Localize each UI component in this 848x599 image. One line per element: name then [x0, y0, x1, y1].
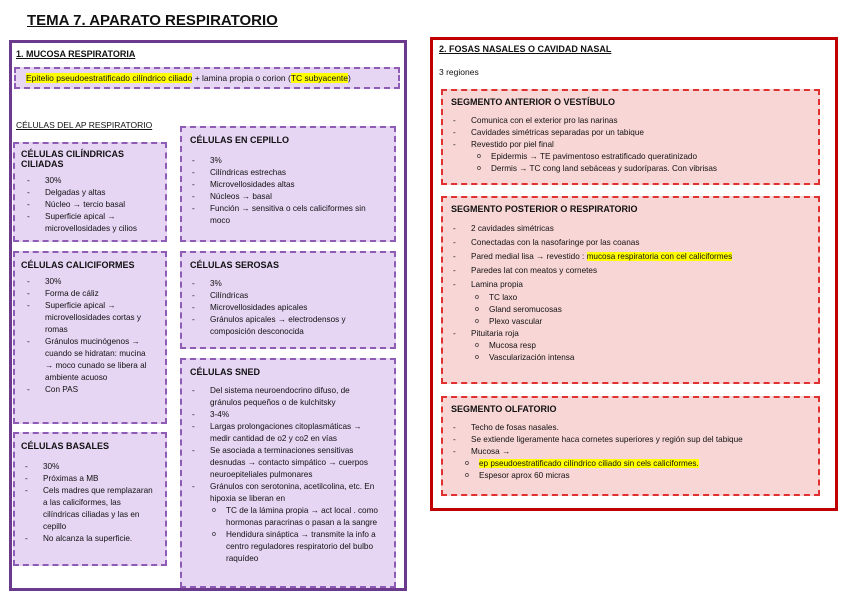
ciliadas-box — [13, 142, 167, 242]
list-item: - Cilíndricas estrechas — [210, 167, 394, 179]
caliciformes-box — [13, 251, 167, 424]
list-item: - Superficie apical → — [45, 211, 165, 223]
list-item: cuando se hidratan: mucina — [45, 349, 146, 358]
list-item: microvellosidades cortas y — [45, 313, 142, 322]
definition-lamina: + lamina propia o corion ( — [192, 73, 291, 83]
list-item: o Hendidura sináptica → transmite la info a — [226, 529, 394, 541]
list-item: composición desconocida — [210, 327, 304, 336]
posterior-box — [441, 196, 820, 384]
list-item: centro reguladores respiratorio del bulbo — [226, 542, 374, 551]
list-item: - Largas prolongaciones citoplasmáticas → — [210, 421, 394, 433]
list-item: - Microvellosidades apicales — [210, 302, 394, 314]
olfatorio-box — [441, 396, 820, 496]
list-item: - Comunica con el exterior pro las narinas — [471, 115, 818, 127]
list-item: - Se extiende ligeramente haca cornetes superiores y región sup del tabique — [471, 434, 818, 446]
list-item — [471, 250, 818, 264]
list-item: - Cilíndricas — [210, 290, 394, 302]
list-item: - No alcanza la superficie. — [43, 533, 165, 545]
list-item: - Con PAS — [45, 384, 165, 396]
list-item: o Gland seromucosas — [489, 304, 818, 316]
page-title: TEMA 7. APARATO RESPIRATORIO — [27, 12, 278, 29]
list-item: - Cavidades simétricas separadas por un tabique — [471, 127, 818, 139]
list-item: - Techo de fosas nasales. — [471, 422, 818, 434]
serosas-box — [180, 251, 396, 349]
list-item: raquídeo — [226, 554, 259, 563]
serosas-title: CÉLULAS SEROSAS — [190, 260, 280, 270]
section-title-mucosa: 1. MUCOSA RESPIRATORIA — [16, 49, 136, 59]
list-item: - Delgadas y altas — [45, 187, 165, 199]
list-item: - Cels madres que remplazaran — [43, 485, 165, 497]
list-item: - Revestido por piel final — [471, 139, 818, 151]
list-item: o Espesor aprox 60 micras — [479, 470, 818, 482]
list-item: - Núcleo → tercio basal — [45, 199, 165, 211]
list-item: o TC de la lámina propia → act local . como — [226, 505, 394, 517]
list-item: → moco cunado se libera al — [45, 361, 147, 370]
definition-close: ) — [348, 73, 351, 83]
list-item: o TC laxo — [489, 292, 818, 304]
list-item: cepillo — [43, 522, 67, 531]
list-item: - 30% — [45, 175, 165, 187]
list-item: - Núcleos → basal — [210, 191, 394, 203]
list-item: o Dermis → TC cong land sebáceas y sudoríparas. Con vibrisas — [491, 163, 818, 175]
list-item: - Paredes lat con meatos y cornetes — [471, 264, 818, 278]
ciliadas-title: CÉLULAS CILÍNDRICAS CILIADAS — [21, 149, 124, 169]
list-item: - 30% — [43, 461, 165, 473]
list-item: - 3-4% — [210, 409, 394, 421]
list-item: - 3% — [210, 155, 394, 167]
list-item: - Gránulos mucinógenos → — [45, 336, 165, 348]
list-item: - Conectadas con la nasofaringe por las coanas — [471, 236, 818, 250]
sned-title: CÉLULAS SNED — [190, 367, 261, 377]
mucosa-definition — [14, 67, 400, 89]
list-item: microvellosidades y cilios — [45, 224, 137, 233]
list-item: o Epidermis → TE pavimentoso estratificado queratinizado — [491, 151, 818, 163]
pared-highlight: mucosa respiratoria con cel caliciformes — [586, 252, 733, 261]
regiones-subtitle: 3 regiones — [439, 67, 479, 77]
list-item: - 2 cavidades simétricas — [471, 222, 818, 236]
cells-heading: CÉLULAS DEL AP RESPIRATORIO — [16, 120, 153, 130]
list-item: - Gránulos con serotonina, acetilcolina, etc. En — [210, 481, 394, 493]
list-item: moco — [210, 216, 231, 225]
olfatorio-highlight: ep pseudoestratificado cilíndrico ciliado sin cels caliciformes. — [479, 459, 699, 468]
list-item: - Forma de cáliz — [45, 288, 165, 300]
list-item: - Lamina propia — [471, 278, 818, 292]
sned-box — [180, 358, 396, 588]
definition-tc: TC subyacente — [290, 73, 349, 83]
list-item: - Superficie apical → — [45, 300, 165, 312]
posterior-title: SEGMENTO POSTERIOR O RESPIRATORIO — [451, 204, 638, 214]
list-item: neuroepiteliales pulmonares — [210, 470, 313, 479]
basales-title: CÉLULAS BASALES — [21, 441, 110, 451]
basales-box — [13, 432, 167, 566]
cepillo-title: CÉLULAS EN CEPILLO — [190, 135, 290, 145]
list-item: o Plexo vascular — [489, 316, 818, 328]
section-title-fosas: 2. FOSAS NASALES O CAVIDAD NASAL — [439, 44, 612, 54]
list-item: romas — [45, 325, 68, 334]
list-item: - 30% — [45, 276, 165, 288]
list-item: hormonas paracrinas o pasan a la sangre — [226, 518, 378, 527]
list-item — [479, 458, 818, 470]
list-item: o Mucosa resp — [489, 340, 818, 352]
list-item: - Próximas a MB — [43, 473, 165, 485]
list-item: - Del sistema neuroendocrino difuso, de — [210, 385, 394, 397]
list-item: medir cantidad de o2 y co2 en vías — [210, 434, 337, 443]
list-item: - Mucosa → — [471, 446, 818, 458]
olfatorio-title: SEGMENTO OLFATORIO — [451, 404, 557, 414]
list-item: gránulos pequeños o de kulchitsky — [210, 398, 336, 407]
list-item: a las caliciformes, las — [43, 498, 121, 507]
list-item: hipoxia se liberan en — [210, 494, 286, 503]
list-item: - Microvellosidades altas — [210, 179, 394, 191]
anterior-box — [441, 89, 820, 185]
definition-epitelio: Epitelio pseudoestratificado cilíndrico ciliado — [26, 73, 193, 83]
list-item: - Se asociada a terminaciones sensitivas — [210, 445, 394, 457]
pared-text: Pared medial lisa → revestido : — [471, 252, 587, 261]
list-item: - Pituitaria roja — [471, 328, 818, 340]
list-item: - Gránulos apicales → electrodensos y — [210, 314, 394, 326]
caliciformes-title: CÉLULAS CALICIFORMES — [21, 260, 135, 270]
anterior-title: SEGMENTO ANTERIOR O VESTÍBULO — [451, 97, 616, 107]
list-item: ambiente acuoso — [45, 373, 108, 382]
list-item: cilíndricas ciliadas y las en — [43, 510, 140, 519]
list-item: desnudas → contacto simpático → cuerpos — [210, 458, 368, 467]
list-item: - 3% — [210, 278, 394, 290]
list-item: - Función → sensitiva o cels caliciformes sin — [210, 203, 394, 215]
list-item: o Vascularización intensa — [489, 352, 818, 364]
cepillo-box — [180, 126, 396, 242]
